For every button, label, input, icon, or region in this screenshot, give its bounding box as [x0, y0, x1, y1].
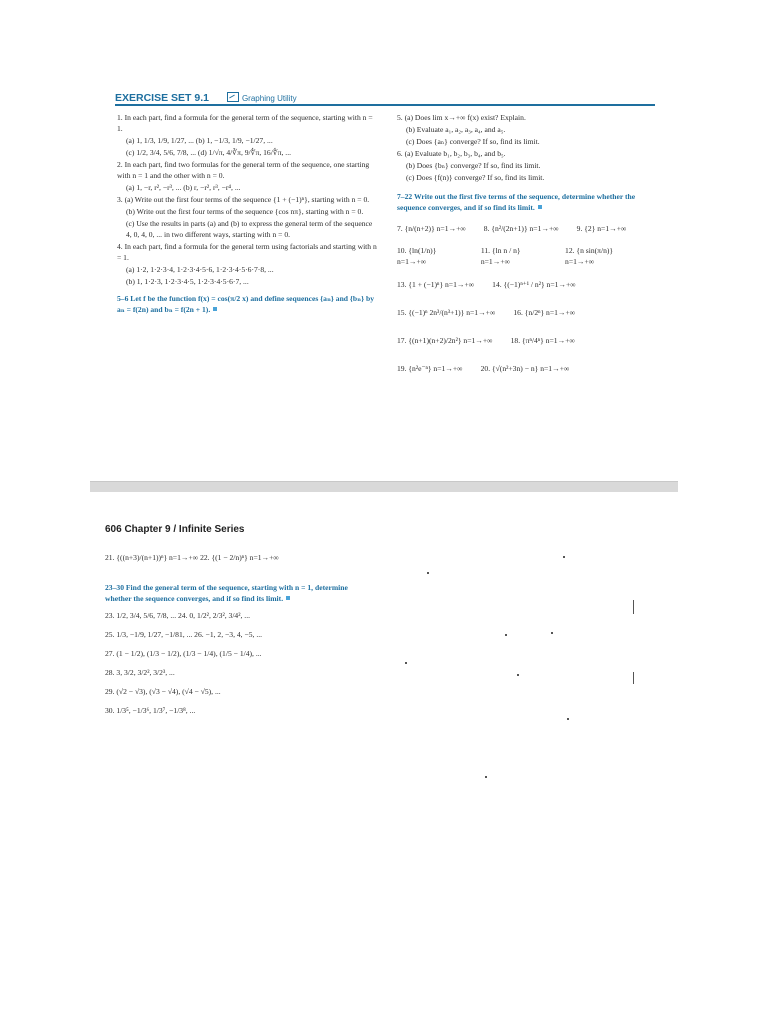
- exercise-set-title: EXERCISE SET 9.1: [115, 92, 209, 104]
- problem-line: (b) Does {bₙ} converge? If so, find its limit.: [406, 161, 541, 170]
- problem-line: (c) Use the results in parts (a) and (b) to express the general term of the sequence 4, 0, 4, 0, ... in two different ways, starting with n = 0.: [126, 219, 373, 239]
- problem-line: 5. (a) Does lim x→+∞ f(x) exist? Explain.: [397, 113, 526, 122]
- left-column: [117, 112, 379, 316]
- problem-line: 25. 1/3, −1/9, 1/27, −1/81, ... 26. −1, 2, −3, 4, −5, ...: [105, 630, 263, 639]
- page-bottom: [105, 524, 665, 804]
- scan-speck: [405, 662, 407, 664]
- problem-line: 6. (a) Evaluate b₁, b₂, b₃, b₄, and b₅.: [397, 149, 506, 158]
- problem-line: 23. 1/2, 3/4, 5/6, 7/8, ... 24. 0, 1/2², 2/3², 3/4², ...: [105, 611, 250, 620]
- graphing-utility-label: Graphing Utility: [227, 94, 297, 103]
- problem-line: (a) 1·2, 1·2·3·4, 1·2·3·4·5·6, 1·2·3·4·5·6·7·8, ...: [126, 265, 274, 274]
- scan-speck: [517, 674, 519, 676]
- problem-line: (c) 1/2, 3/4, 5/6, 7/8, ... (d) 1/√π, 4/∛π, 9/∜π, 16/∜π, ...: [126, 148, 292, 157]
- page-divider: [90, 481, 678, 492]
- math-row: 19. {n²e⁻ⁿ} n=1→+∞ 20. {√(n²+3n) − n} n=1→+∞: [397, 363, 570, 373]
- end-square-icon: [213, 307, 217, 311]
- scan-speck: [563, 556, 565, 558]
- chapter-header: 606 Chapter 9 / Infinite Series: [105, 524, 245, 535]
- scan-mark: [633, 672, 634, 684]
- graph-icon: [227, 92, 239, 102]
- problem-line: (b) Write out the first four terms of the sequence {cos nπ}, starting with n = 0.: [126, 207, 364, 216]
- scan-speck: [567, 718, 569, 720]
- problem-line: (a) 1, 1/3, 1/9, 1/27, ... (b) 1, −1/3, 1/9, −1/27, ...: [126, 136, 273, 145]
- problem-line: 27. (1 − 1/2), (1/3 − 1/2), (1/3 − 1/4), (1/5 − 1/4), ...: [105, 649, 262, 658]
- problem-line: 21. {((n+3)/(n+1))ⁿ} n=1→+∞ 22. {(1 − 2/n)ⁿ} n=1→+∞: [105, 553, 279, 562]
- problem-line: 29. (√2 − √3), (√3 − √4), (√4 − √5), ...: [105, 687, 221, 696]
- header-rule: [115, 104, 655, 106]
- end-square-icon: [538, 205, 542, 209]
- problem-line: 7–22 Write out the first five terms of the sequence, determine whether the sequence converges, and if so find its limit.: [397, 192, 636, 212]
- scan-speck: [551, 632, 553, 634]
- problem-line: (b) Evaluate a₁, a₂, a₃, a₄, and a₅.: [406, 125, 506, 134]
- scan-speck: [485, 776, 487, 778]
- problem-line: 28. 3, 3/2, 3/2², 3/2³, ...: [105, 668, 175, 677]
- scan-speck: [427, 572, 429, 574]
- end-square-icon: [286, 596, 290, 600]
- problem-line: 2. In each part, find two formulas for the general term of the sequence, one starting with n = 1 and the other with n = 0.: [117, 160, 370, 180]
- math-row: 13. {1 + (−1)ⁿ} n=1→+∞ 14. {(−1)ⁿ⁺¹ / n²} n=1→+∞: [397, 279, 576, 289]
- math-row: 17. {(n+1)(n+2)/2n²} n=1→+∞ 18. {πⁿ/4ⁿ} n=1→+∞: [397, 335, 575, 345]
- right-column: [397, 112, 657, 382]
- problem-line: (c) Does {f(n)} converge? If so, find its limit.: [406, 173, 545, 182]
- problem-line: (c) Does {aₙ} converge? If so, find its limit.: [406, 137, 540, 146]
- math-row: 7. {n/(n+2)} n=1→+∞ 8. {n²/(2n+1)} n=1→+∞ 9. {2} n=1→+∞: [397, 223, 627, 233]
- problem-line: (a) 1, −r, r², −r³, ... (b) r, −r², r³, −r⁴, ...: [126, 183, 241, 192]
- problem-line: 5–6 Let f be the function f(x) = cos(π/2 x) and define sequences {aₙ} and {bₙ} by aₙ = f(2n) and bₙ = f(2n + 1).: [117, 294, 375, 314]
- math-row: 15. {(−1)ⁿ 2n³/(n³+1)} n=1→+∞ 16. {n/2ⁿ} n=1→+∞: [397, 307, 576, 317]
- problem-line: 4. In each part, find a formula for the general term using factorials and starting with n = 1.: [117, 242, 377, 262]
- problem-line: 1. In each part, find a formula for the general term of the sequence, starting with n = 1.: [117, 113, 373, 133]
- scan-speck: [505, 634, 507, 636]
- problem-line: 30. 1/3⁵, −1/3⁶, 1/3⁷, −1/3⁸, ...: [105, 706, 196, 715]
- scan-mark: [633, 600, 634, 614]
- problem-line: 23–30 Find the general term of the sequence, starting with n = 1, determine whether the sequence converges, and if so find its limit.: [105, 583, 348, 603]
- left-column: [105, 552, 355, 717]
- math-row: 10. {ln(1/n)} n=1→+∞ 11. {ln n / n} n=1→+∞ 12. {n sin(π/n)} n=1→+∞: [397, 246, 614, 266]
- problem-line: (b) 1, 1·2·3, 1·2·3·4·5, 1·2·3·4·5·6·7, ...: [126, 277, 249, 286]
- problem-line: 3. (a) Write out the first four terms of the sequence {1 + (−1)ⁿ}, starting with n = 0.: [117, 195, 370, 204]
